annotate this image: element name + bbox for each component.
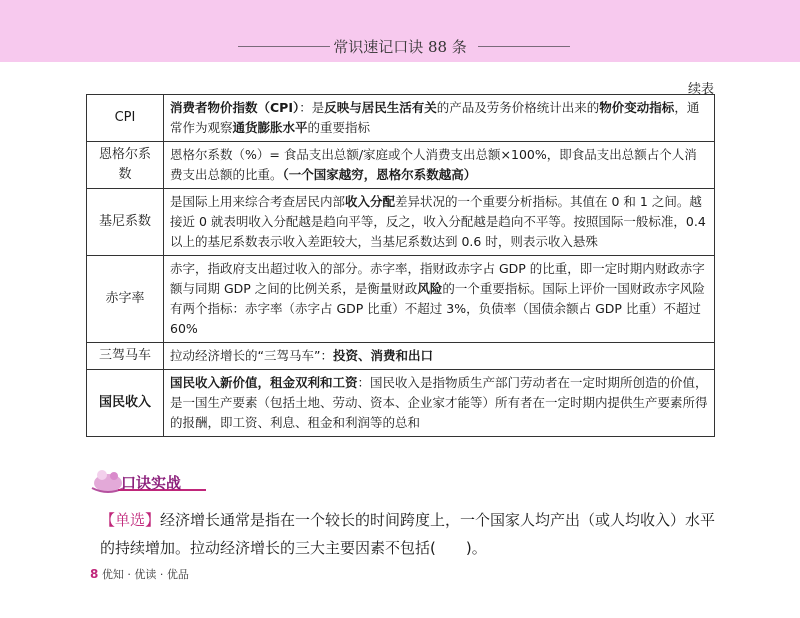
definition-cell	[164, 95, 715, 142]
definition-emphasis: 风险	[417, 281, 443, 296]
footer-slogan: 优知 · 优读 · 优品	[101, 568, 189, 581]
question-text: 经济增长通常是指在一个较长的时间跨度上，一个国家人均产出（或人均收入）水平的持续增加。拉动经济增长的三大主要因素不包括( )。	[100, 511, 716, 557]
table-row	[87, 95, 715, 142]
table-row	[87, 343, 715, 370]
definition-text: 的产品及劳务价格统计出来的	[436, 100, 600, 115]
definition-text: ：是	[299, 100, 325, 115]
definition-text: 差异状况的一个重要分析指标。其值在 0 和 1 之间。越接近 0 就表明收入分配越是趋向平等，反之，收入分配越是趋向不平等。按照国际一般标准，0.4 以上的基尼系数表示收入差距较大，当基尼系数达到 0.6 时，则表示收入悬殊	[170, 194, 706, 249]
definition-cell	[164, 343, 715, 370]
question-type-tag: 【单选】	[100, 511, 161, 529]
definition-text: 赤字，指政府支出超过收入的部分。赤字率，指财政赤字占 GDP 的比重，即一定时期内财政赤字额与同期 GDP 之间的比例关系，是衡量财政	[170, 261, 705, 296]
continued-label: 续表	[687, 82, 714, 97]
definition-emphasis: 物价变动指标	[599, 100, 675, 115]
definition-cell	[164, 142, 715, 189]
section-title: 口诀实战	[121, 474, 182, 492]
definition-cell	[164, 256, 715, 343]
table-row	[87, 256, 715, 343]
table-row	[87, 370, 715, 437]
definition-text: 的重要指标	[307, 120, 371, 135]
definition-emphasis: （一个国家越穷，恩格尔系数越高）	[282, 167, 477, 182]
definition-cell	[164, 189, 715, 256]
definition-emphasis: 投资、消费和出口	[332, 348, 433, 363]
term-cell: 国民收入	[87, 370, 164, 437]
definitions-table	[86, 94, 715, 437]
term-cell: CPI	[87, 95, 164, 142]
definition-text: ，通常作为观察	[170, 100, 700, 135]
definition-text: 是国际上用来综合考查居民内部	[170, 194, 346, 209]
page-number: 8	[90, 567, 99, 581]
definition-cell	[164, 370, 715, 437]
page-footer	[90, 566, 189, 582]
definition-emphasis: 反映与居民生活有关	[324, 100, 437, 115]
definition-text: 拉动经济增长的“三驾马车”：	[170, 348, 333, 363]
definition-text: 恩格尔系数（%）= 食品支出总额/家庭或个人消费支出总额×100%，即食品支出总额占个人消费支出总额的比重。	[170, 147, 697, 182]
question-block	[100, 506, 720, 562]
definition-emphasis: 消费者物价指数（CPI）	[170, 100, 300, 115]
term-cell: 赤字率	[87, 256, 164, 343]
definition-emphasis: 通货膨胀水平	[232, 120, 308, 135]
definition-text: ：国民收入是指物质生产部门劳动者在一定时期所创造的价值，是一国生产要素（包括土地、劳动、资本、企业家才能等）所有者在一定时期内提供生产要素所得的报酬，即工资、利息、租金和利润等的总和	[170, 375, 708, 430]
table-row	[87, 142, 715, 189]
table-row	[87, 189, 715, 256]
term-cell: 恩格尔系数	[87, 142, 164, 189]
term-cell: 基尼系数	[87, 189, 164, 256]
term-cell: 三驾马车	[87, 343, 164, 370]
definition-text: 的一个重要指标。国际上评价一国财政赤字风险有两个指标：赤字率（赤字占 GDP 比重）不超过 3%，负债率（国债余额占 GDP 比重）不超过 60%	[170, 281, 705, 336]
header-title: 常识速记口诀 88 条	[333, 38, 467, 56]
definition-emphasis: 收入分配	[345, 194, 396, 209]
definition-emphasis: 国民收入新价值，租金双利和工资	[170, 375, 358, 390]
